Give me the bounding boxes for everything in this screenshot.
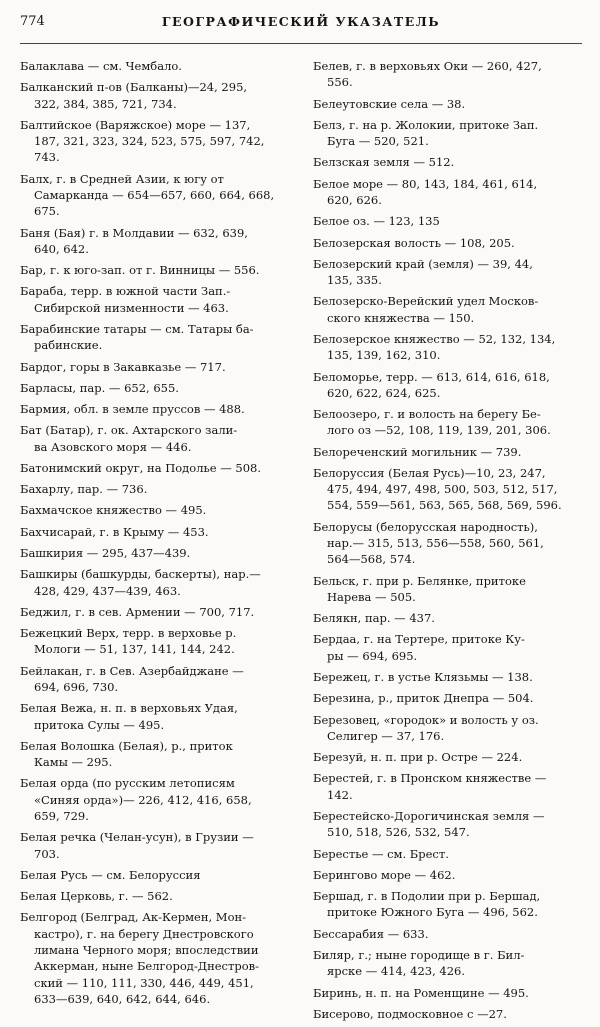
index-entry: Бараба, терр. в южной части Зап.- Сибирской низменности — 463. (20, 284, 231, 315)
index-entry: Белякн, пар. — 437. (313, 611, 435, 626)
index-entry: Бершад, г. в Подолии при р. Бершад, притоке Южного Буга — 496, 562. (313, 889, 541, 920)
index-entry: Бежецкий Верх, терр. в верховье р. Мологи — 51, 137, 141, 144, 242. (20, 626, 237, 657)
index-entry: Белая Церковь, г. — 562. (20, 889, 173, 904)
index-entry: Биринь, н. п. на Роменщине — 495. (313, 985, 529, 1000)
index-entry: Березина, р., приток Днепра — 504. (313, 691, 534, 706)
page-number: 774 (20, 14, 45, 29)
right-column (313, 58, 583, 1027)
index-entry: Барабинские татары — см. Татары ба- рабинские. (20, 321, 254, 353)
index-entry: Бердаа, г. на Тертере, притоке Ку- ры — 694, 695. (313, 632, 525, 663)
index-entry: Белгород (Белград, Ак-Кермен, Мон- кастро), г. на берегу Днестровского лимана Черного моря; впоследствии Аккерман, ныне Белгород-Днестров- ский — 110, 111, 330, 446, 449, 451, 633—639, 640, 642, 644, 646. (20, 910, 260, 1006)
index-entry: Бахчисарай, г. в Крыму — 453. (20, 524, 209, 539)
index-entry: Белое море — 80, 143, 184, 461, 614, 620, 626. (313, 176, 538, 207)
index-entry: Березуй, н. п. при р. Остре — 224. (313, 750, 523, 765)
index-entry: Бат (Батар), г. ок. Ахтарского зали- ва Азовского моря — 446. (20, 423, 238, 454)
index-entry: Башкирия — 295, 437—439. (20, 546, 191, 561)
index-entry: Балканский п-ов (Балканы)—24, 295, 322, 384, 385, 721, 734. (20, 80, 248, 111)
index-entry: Балтийское (Варяжское) море — 137, 187, 321, 323, 324, 523, 575, 597, 742, 743. (20, 117, 265, 165)
index-entry: Белзская земля — 512. (313, 155, 455, 170)
index-entry: Бельск, г. при р. Белянке, притоке Нарева — 505. (313, 573, 526, 604)
index-entry: Белая Вежа, н. п. в верховьях Удая, притока Сулы — 495. (20, 701, 238, 732)
index-entry: Белев, г. в верховьях Оки — 260, 427, 556. (313, 59, 542, 90)
index-entry: Бережец, г. в устье Клязьмы — 138. (313, 670, 533, 684)
index-entry: Белая Волошка (Белая), р., приток Камы — 295. (20, 738, 233, 770)
index-entry: Бар, г. к юго-зап. от г. Винницы — 556. (20, 263, 260, 278)
index-entry: Белое оз. — 123, 135 (313, 214, 440, 229)
index-entry: Батонимский округ, на Подолье — 508. (20, 460, 261, 475)
page-header (20, 14, 582, 36)
index-entry: Белеутовские села — 38. (313, 96, 466, 111)
index-entry: Березовец, «городок» и волость у оз. Селигер — 37, 176. (313, 712, 539, 743)
index-entry: Бармия, обл. в земле пруссов — 488. (20, 402, 245, 417)
index-entry: Баня (Бая) г. в Молдавии — 632, 639, 640, 642. (20, 225, 248, 256)
index-entry: Башкиры (башкурды, баскерты), нар.— 428, 429, 437—439, 463. (20, 567, 261, 598)
index-entry: Бессарабия — 633. (313, 926, 429, 941)
index-entry: Берингово море — 462. (313, 867, 456, 882)
index-entry: Белозерский край (земля) — 39, 44, 135, 335. (313, 256, 533, 288)
index-entry: Белозерская волость — 108, 205. (313, 235, 515, 250)
index-entry: Бахмачское княжество — 495. (20, 503, 207, 518)
index-entry: Белоруссия (Белая Русь)—10, 23, 247, 475, 494, 497, 498, 500, 503, 512, 517, 554, 559—561, 563, 565, 568, 569, 596. (313, 465, 562, 513)
index-entry: Белая орда (по русским летописям «Синяя орда»)— 226, 412, 416, 658, 659, 729. (20, 776, 252, 823)
index-entry: Белая Русь — см. Белоруссия (20, 867, 201, 882)
index-entry: Беджил, г. в сев. Армении — 700, 717. (20, 604, 255, 619)
index-entry: Беломорье, терр. — 613, 614, 616, 618, 620, 622, 624, 625. (313, 369, 550, 400)
index-entry: Белозерское княжество — 52, 132, 134, 135, 139, 162, 310. (313, 331, 556, 363)
index-entry: Белоозеро, г. и волость на берегу Бе- лого оз —52, 108, 119, 139, 201, 306. (313, 407, 551, 438)
index-entry: Бахарлу, пар. — 736. (20, 482, 148, 497)
index-entry: Берестейско-Дорогичинская земля — 510, 518, 526, 532, 547. (313, 808, 545, 840)
index-entry: Балаклава — см. Чембало. (20, 59, 182, 73)
index-entry: Бисерово, подмосковное с —27. (313, 1006, 507, 1021)
index-entry: Биляр, г.; ныне городище в г. Бил- ярске — 414, 423, 426. (313, 947, 525, 979)
header-rule (20, 43, 582, 44)
index-entry: Белз, г. на р. Жолокии, притоке Зап. Буга — 520, 521. (313, 117, 539, 149)
index-entry: Берестье — см. Брест. (313, 846, 449, 861)
index-entry: Балх, г. в Средней Азии, к югу от Самарканда — 654—657, 660, 664, 668, 675. (20, 171, 275, 219)
index-entry: Бардог, горы в Закавказье — 717. (20, 359, 226, 374)
left-column (20, 58, 290, 1012)
index-entry: Бейлакан, г. в Сев. Азербайджане — 694, 696, 730. (20, 663, 244, 694)
index-entry: Белореченский могильник — 739. (313, 444, 522, 459)
page-title: ГЕОГРАФИЧЕСКИЙ УКАЗАТЕЛЬ (161, 14, 441, 29)
index-entry: Берестей, г. в Пронском княжестве — 142. (313, 771, 547, 802)
index-entry: Белая речка (Челан-усун), в Грузии — 703. (20, 830, 254, 861)
index-entry: Белорусы (белорусская народность), нар.— 315, 513, 556—558, 560, 561, 564—568, 574. (313, 519, 544, 567)
index-entry: Белозерско-Верейский удел Москов- ского княжества — 150. (313, 294, 539, 325)
index-entry: Барласы, пар. — 652, 655. (20, 380, 179, 395)
